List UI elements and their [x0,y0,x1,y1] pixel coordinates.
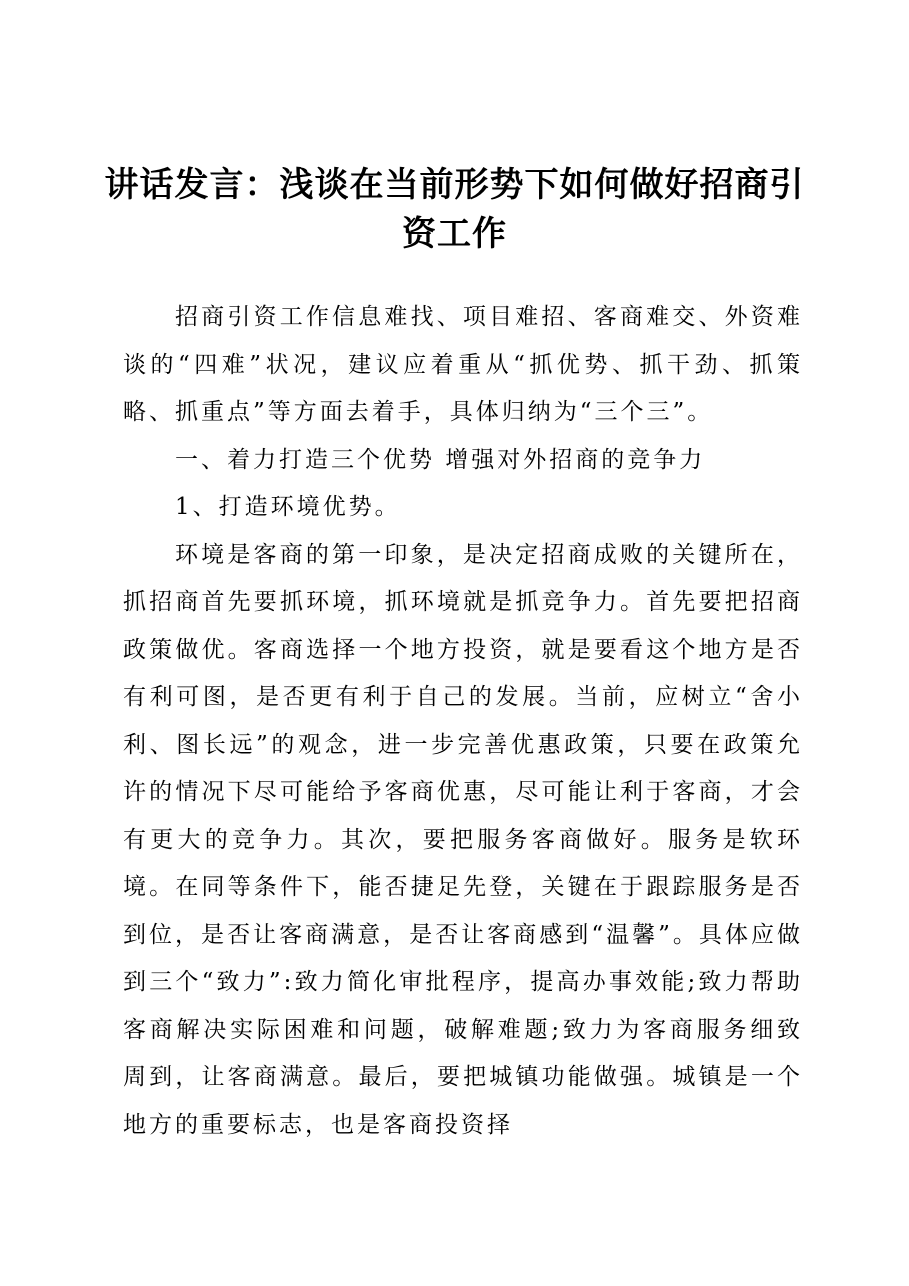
document-title-line-1: 讲话发言：浅谈在当前形势下如何做好招商引 [104,165,805,205]
subsection-heading-1: 1、打造环境优势。 [175,494,401,520]
paragraph-environment: 环境是客商的第一印象，是决定招商成败的关键所在，抓招商首先要抓环境，抓环境就是抓竞争力。首先要把招商政策做优。客商选择一个地方投资，就是要看这个地方是否有利可图，是否更有利于自己的发展。当前，应树立“舍小利、图长远”的观念，进一步完善优惠政策，只要在政策允许的情况下尽可能给予客商优惠，尽可能让利于客商，才会有更大的竞争力。其次，要把服务客商做好。服务是软环境。在同等条件下，能否捷足先登，关键在于跟踪服务是否到位，是否让客商满意，是否让客商感到“温馨”。具体应做到三个“致力”:致力简化审批程序，提高办事效能;致力帮助客商解决实际困难和问题，破解难题;致力为客商服务细致周到，让客商满意。最后，要把城镇功能做强。城镇是一个地方的重要标志，也是客商投资择 [123,541,803,1138]
document-title-line-2: 资工作 [402,214,507,254]
section-heading-1: 一、着力打造三个优势 增强对外招商的竞争力 [175,446,706,473]
document-body [123,294,803,1149]
paragraph-intro: 招商引资工作信息难找、项目难招、客商难交、外资难谈的“四难”状况，建议应着重从“抓优势、抓干劲、抓策略、抓重点”等方面去着手，具体归纳为“三个三”。 [123,304,803,425]
